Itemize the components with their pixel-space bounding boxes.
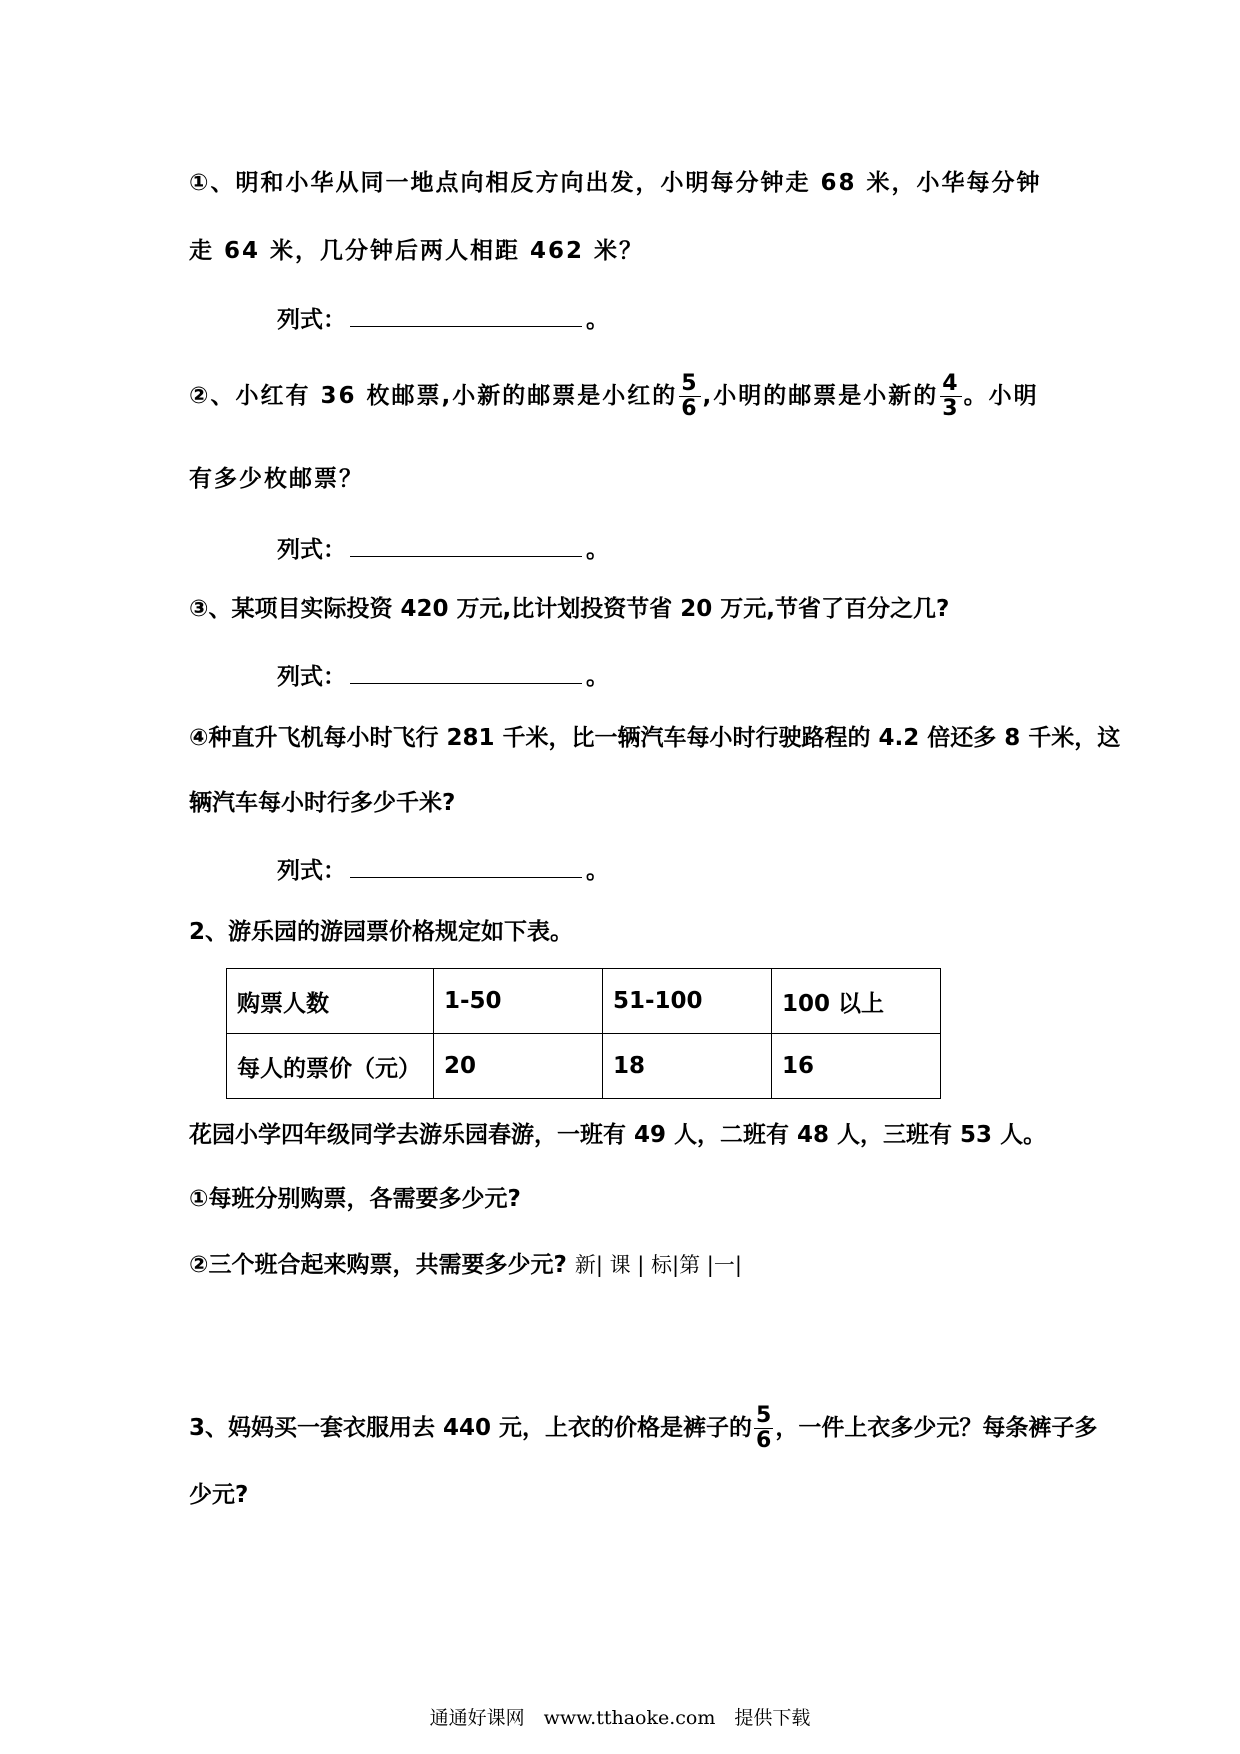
q1-answer-label: 列式：	[277, 307, 346, 333]
q2-frac2-num: 4	[942, 371, 960, 396]
section3-text-b: ，一件上衣多少元？每条裤子多	[775, 1415, 1098, 1441]
q2-text-c: 。小明	[963, 383, 1039, 409]
section2-sub1: ①每班分别购票，各需要多少元?	[189, 1186, 521, 1212]
table-cell: 51-100	[603, 969, 772, 1034]
table-cell: 100 以上	[772, 969, 941, 1034]
q4-line2: 辆汽车每小时行多少千米?	[189, 790, 456, 816]
table-cell: 20	[434, 1034, 603, 1099]
q1-line1: ①、明和小华从同一地点向相反方向出发，小明每分钟走 68 米，小华每分钟	[189, 170, 1042, 196]
q3-answer	[277, 659, 609, 692]
table-cell: 1-50	[434, 969, 603, 1034]
q4-line1: ④种直升飞机每小时飞行 281 千米，比一辆汽车每小时行驶路程的 4.2 倍还多 8 千米，这	[189, 725, 1121, 751]
q3-answer-end: 。	[586, 664, 609, 690]
section2-description: 花园小学四年级同学去游乐园春游，一班有 49 人，二班有 48 人，三班有 53 人。	[189, 1122, 1047, 1148]
watermark-text: 新| 课 | 标|第 |一|	[574, 1253, 742, 1277]
section2-title: 2、游乐园的游园票价格规定如下表。	[189, 919, 574, 945]
q4-answer-end: 。	[586, 858, 609, 884]
section3-text-a: 3、妈妈买一套衣服用去 440 元，上衣的价格是裤子的	[189, 1415, 753, 1441]
table-cell: 每人的票价（元）	[227, 1034, 434, 1099]
q3-answer-blank[interactable]	[350, 659, 582, 684]
section3-frac-den: 6	[756, 1428, 772, 1453]
q1-line2: 走 64 米，几分钟后两人相距 462 米？	[189, 238, 645, 264]
ticket-price-table	[226, 968, 941, 1099]
page-footer: 通通好课网 www.tthaoke.com 提供下载	[429, 1707, 811, 1729]
section2-sub2	[189, 1250, 742, 1280]
q1-answer-end: 。	[586, 307, 609, 333]
section3-fraction	[754, 1404, 773, 1453]
section3-frac-num: 5	[756, 1403, 772, 1428]
q4-answer-blank[interactable]	[350, 853, 582, 878]
q2-fraction-1	[679, 372, 700, 421]
q2-answer	[277, 532, 609, 565]
q2-text-a: ②、小红有 36 枚邮票,小新的邮票是小红的	[189, 383, 678, 409]
q2-answer-end: 。	[586, 537, 609, 563]
q2-frac1-den: 6	[681, 396, 699, 421]
q4-answer	[277, 853, 609, 886]
q2-answer-label: 列式：	[277, 537, 346, 563]
table-row	[227, 1034, 941, 1099]
table-cell: 购票人数	[227, 969, 434, 1034]
q2-fraction-2	[940, 372, 961, 421]
q1-answer-blank[interactable]	[350, 302, 582, 327]
section2-sub2-text: ②三个班合起来购票，共需要多少元?	[189, 1252, 567, 1278]
table-row	[227, 969, 941, 1034]
section3-line2: 少元?	[189, 1482, 249, 1508]
q2-line1	[189, 372, 1039, 421]
table-cell: 16	[772, 1034, 941, 1099]
q2-answer-blank[interactable]	[350, 532, 582, 557]
q2-text-b: ,小明的邮票是小新的	[702, 383, 939, 409]
q3-line1: ③、某项目实际投资 420 万元,比计划投资节省 20 万元,节省了百分之几?	[189, 596, 950, 622]
q3-answer-label: 列式：	[277, 664, 346, 690]
section3-line1	[189, 1404, 1097, 1453]
q2-frac2-den: 3	[942, 396, 960, 421]
q2-frac1-num: 5	[681, 371, 699, 396]
q2-line2: 有多少枚邮票？	[189, 466, 364, 492]
table-cell: 18	[603, 1034, 772, 1099]
q1-answer	[277, 302, 609, 335]
q4-answer-label: 列式：	[277, 858, 346, 884]
